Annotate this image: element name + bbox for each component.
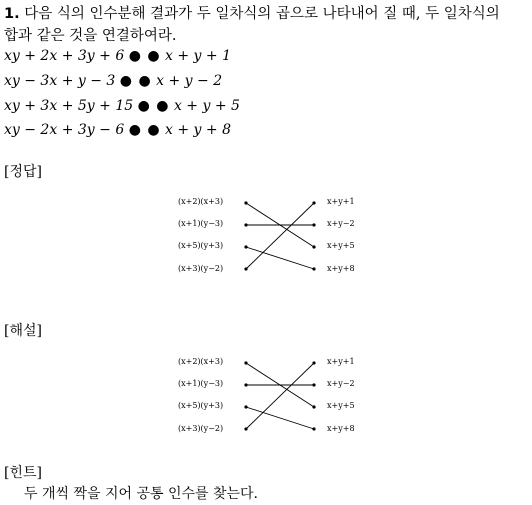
answer-left-label: (x+1)(y−3) [178, 219, 224, 228]
answer-right-label: x+y+5 [327, 241, 355, 250]
answer-left-label: (x+5)(y+3) [178, 241, 224, 250]
expression-right: x + y + 8 [165, 122, 232, 138]
explanation-right-dot [312, 405, 315, 408]
answer-left-label: (x+2)(x+3) [178, 197, 224, 206]
explanation-right-label: x+y−2 [327, 379, 355, 388]
explanation-right-label: x+y+1 [327, 357, 355, 366]
explanation-connection-line [246, 363, 314, 429]
hint-heading: [힌트] [4, 465, 42, 481]
explanation-left-dot [244, 383, 247, 386]
explanation-right-label: x+y+5 [327, 401, 355, 410]
answer-right-label: x+y−2 [327, 219, 355, 228]
answer-left-dot [244, 201, 247, 204]
explanation-right-dot [312, 427, 315, 430]
explanation-right-dot [312, 361, 315, 364]
expression-right: x + y + 1 [165, 48, 232, 64]
question-text-1: 다음 식의 인수분해 결과가 두 일차식의 곱으로 나타내어 질 때, 두 일차식의 [24, 6, 500, 22]
explanation-connection-line [246, 407, 314, 429]
explanation-left-label: (x+2)(x+3) [178, 357, 224, 366]
explanation-left-label: (x+3)(y−2) [178, 424, 224, 433]
answer-left-dot [244, 223, 247, 226]
dots-connector: ● ● [128, 48, 161, 64]
answer-right-dot [312, 223, 315, 226]
question-number: 1. [4, 6, 20, 22]
answer-right-dot [312, 201, 315, 204]
dots-connector: ● ● [119, 73, 152, 89]
expression-left: xy − 3x + y − 3 [4, 73, 116, 89]
explanation-left-dot [244, 405, 247, 408]
answer-left-dot [244, 267, 247, 270]
answer-connection-line [246, 247, 314, 269]
expression-right: x + y − 2 [156, 73, 223, 89]
expression-left: xy − 2x + 3y − 6 [4, 122, 125, 138]
question-text-2: 합과 같은 것을 연결하여라. [4, 28, 177, 44]
explanation-left-dot [244, 361, 247, 364]
explanation-left-label: (x+1)(y−3) [178, 379, 224, 388]
answer-left-label: (x+3)(y−2) [178, 264, 224, 273]
answer-right-dot [312, 267, 315, 270]
explanation-right-dot [312, 383, 315, 386]
answer-right-label: x+y+1 [327, 197, 355, 206]
dots-connector: ● ● [128, 122, 161, 138]
answer-left-dot [244, 245, 247, 248]
answer-right-dot [312, 245, 315, 248]
explanation-left-label: (x+5)(y+3) [178, 401, 224, 410]
explanation-left-dot [244, 427, 247, 430]
explanation-heading: [해설] [4, 323, 42, 339]
dots-connector: ● ● [137, 98, 170, 114]
expression-right: x + y + 5 [173, 98, 240, 114]
explanation-right-label: x+y+8 [327, 424, 355, 433]
expression-left: xy + 2x + 3y + 6 [4, 48, 125, 64]
hint-text: 두 개씩 짝을 지어 공통 인수를 찾는다. [24, 486, 259, 502]
answer-right-label: x+y+8 [327, 264, 355, 273]
answer-connection-line [246, 203, 314, 269]
answer-heading: [정답] [4, 164, 42, 180]
expression-left: xy + 3x + 5y + 15 [4, 98, 134, 114]
